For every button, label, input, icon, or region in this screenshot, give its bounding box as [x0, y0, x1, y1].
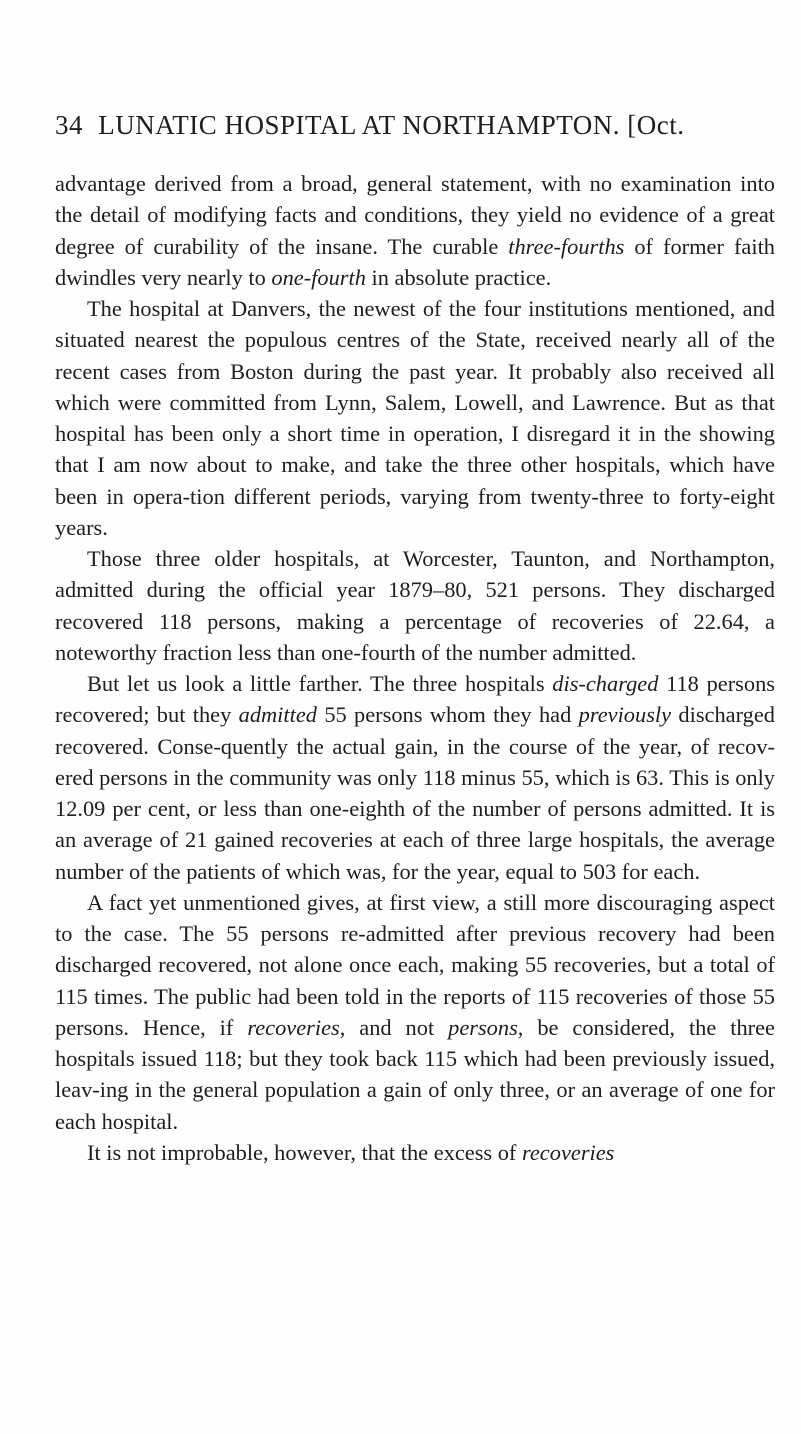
text-run: 55 persons whom they had: [316, 702, 579, 728]
page-number: 34: [55, 110, 83, 140]
text-run: 118 persons recovered; but they: [55, 671, 775, 728]
paragraph: [55, 543, 775, 668]
text-run: But let us look a little farther. The three hospitals: [87, 671, 553, 696]
italic-text: persons: [448, 1014, 518, 1040]
paragraph: [55, 668, 775, 887]
italic-text: recoveries: [247, 1014, 340, 1040]
text-run: A fact yet unmentioned gives, at first view, a still more discouraging aspect to the case. The 55 persons re-admitted after previous recovery had been discharged recovered, not alone once each, making 55 recoveries, but a total of 115 times. The public had been told in the reports of 115 recoveries of those 55 persons. Hence, if: [55, 889, 775, 1040]
text-run: advantage derived from a broad, general statement, with no examination into the detail of modifying facts and conditions, they yield no evidence of a great degree of curability of the insane. The curable: [55, 171, 775, 259]
text-run: of former faith dwindles very nearly to: [55, 233, 775, 290]
body-text: [55, 168, 775, 1168]
italic-text: admitted: [238, 702, 317, 728]
text-run: It is not improbable, however, that the excess of: [87, 1139, 522, 1165]
italic-text: dis-charged: [552, 671, 659, 696]
running-title: LUNATIC HOSPITAL AT NORTHAMPTON.: [98, 110, 620, 140]
header-date: [Oct.: [627, 110, 685, 140]
running-header: [55, 108, 775, 142]
text-run: The hospital at Danvers, the newest of the four institutions mentioned, and situated nearest the populous centres of the State, received nearly all of the recent cases from Boston during the past year. It probably also received all which were committed from Lynn, Salem, Lowell, and Lawrence. But as that hospital has been only a short time in operation, I disregard it in the showing that I am now about to make, and take the three other hospitals, which have been in opera-tion different periods, varying from twenty-three to forty-eight years.: [55, 296, 775, 540]
italic-text: recoveries: [521, 1139, 615, 1165]
paragraph: [55, 293, 775, 543]
text-run: discharged recovered. Conse-quently the actual gain, in the course of the year, of recov-ered persons in the community was only 118 minus 55, which is 63. This is only 12.09 per cent, or less than one-eighth of the number of persons admitted. It is an average of 21 gained recoveries at each of three large hospitals, the average number of the patients of which was, for the year, equal to 503 for each.: [55, 702, 775, 884]
italic-text: previously: [578, 702, 672, 728]
italic-text: one-fourth: [271, 264, 366, 290]
paragraph: [55, 887, 775, 1137]
paragraph: [55, 168, 775, 293]
italic-text: three-fourths: [508, 233, 625, 259]
text-run: in absolute practice.: [365, 264, 552, 290]
text-run: , be considered, the three hospitals issued 118; but they took back 115 which had been previously issued, leav-ing in the general population a gain of only three, or an average of one for each hospital.: [55, 1014, 775, 1134]
text-run: , and not: [339, 1014, 449, 1040]
paragraph: [55, 1137, 775, 1168]
text-run: Those three older hospitals, at Worcester, Taunton, and Northampton, admitted during the official year 1879–80, 521 persons. They discharged recovered 118 persons, making a percentage of recoveries of 22.64, a noteworthy fraction less than one-fourth of the number admitted.: [55, 546, 775, 665]
